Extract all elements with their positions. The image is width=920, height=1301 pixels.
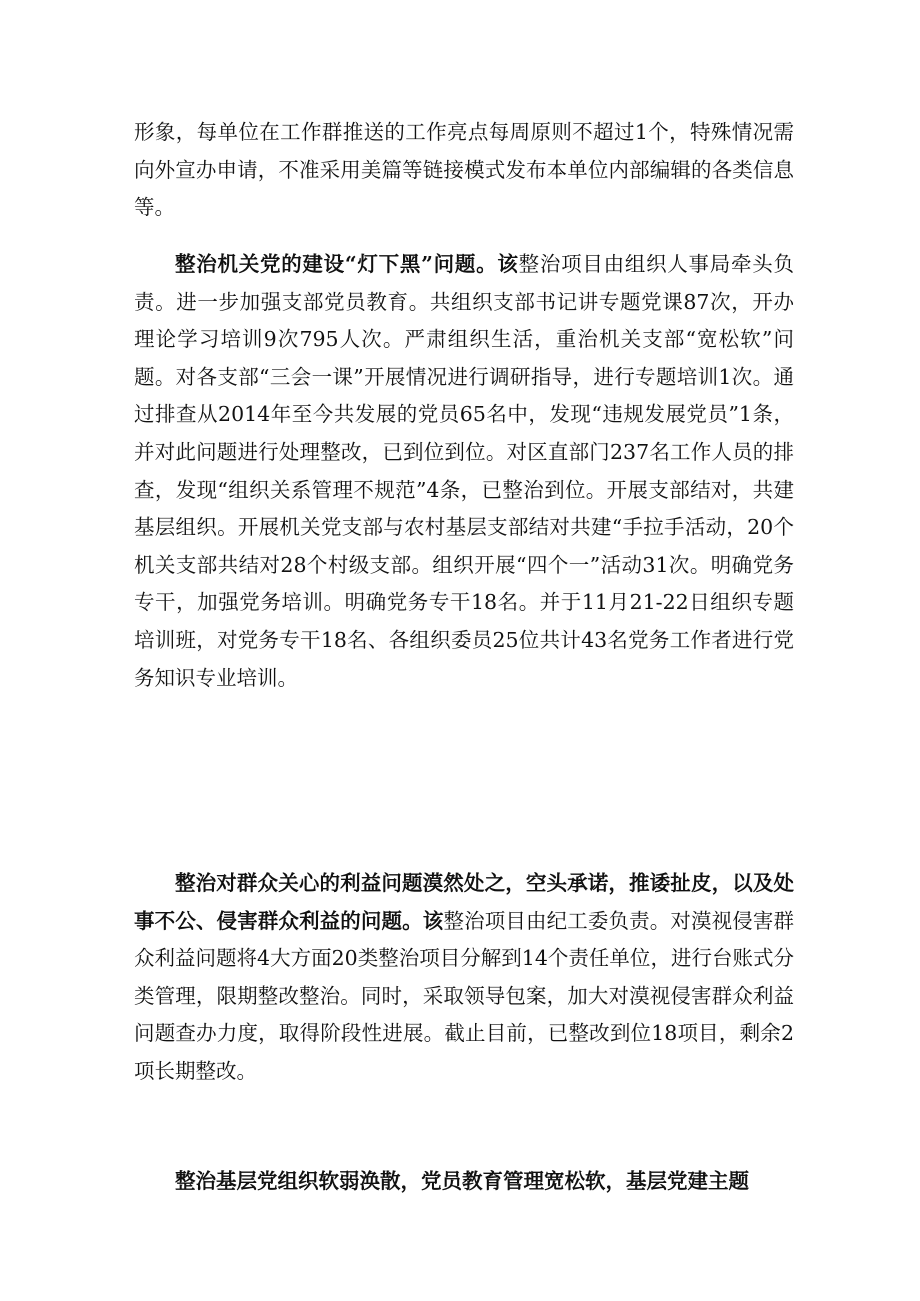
paragraph-4 bbox=[134, 1163, 794, 1201]
paragraph-3-text: 整治项目由纪工委负责。对漠视侵害群众利益问题将4大方面20类整治项目分解到14个责任单位，进行台账式分类管理，限期整改整治。同时，采取领导包案，加大对漠视侵害群众利益问题查办力度，取得阶段性进展。截止目前，已整改到位18项目，剩余2项长期整改。 bbox=[134, 908, 795, 1083]
paragraph-3-heading: 整治对群众关心的利益问题漠然处之，空头承诺，推诿扯皮，以及处事不公、侵害群众利益的问题。该 bbox=[134, 871, 794, 933]
paragraph-3 bbox=[134, 865, 794, 1091]
paragraph-4-heading: 整治基层党组织软弱涣散，党员教育管理宽松软，基层党建主题 bbox=[175, 1169, 749, 1193]
paragraph-2-heading: 整治机关党的建设“灯下黑”问题。该 bbox=[175, 252, 519, 276]
paragraph-2-text: 整治项目由组织人事局牵头负责。进一步加强支部党员教育。共组织支部书记讲专题党课87次，开办理论学习培训9次795人次。严肃组织生活，重治机关支部“宽松软”问题。对各支部“三会一课”开展情况进行调研指导，进行专题培训1次。通过排查从2014年至今共发展的党员65名中，发现“违规发展党员”1条，并对此问题进行处理整改，已到位到位。对区直部门237名工作人员的排查，发现“组织关系管理不规范”4条，已整治到位。开展支部结对，共建基层组织。开展机关党支部与农村基层支部结对共建“手拉手活动，20个机关支部共结对28个村级支部。组织开展“四个一”活动31次。明确党务专干，加强党务培训。明确党务专干18名。并于11月21-22日组织专题培训班，对党务专干18名、各组织委员25位共计43名党务工作者进行党务知识专业培训。 bbox=[134, 252, 794, 690]
paragraph-2 bbox=[134, 246, 794, 697]
paragraph-1 bbox=[134, 114, 794, 227]
paragraph-1-text: 形象，每单位在工作群推送的工作亮点每周原则不超过1个，特殊情况需向外宣办申请，不准采用美篇等链接模式发布本单位内部编辑的各类信息等。 bbox=[134, 120, 794, 220]
